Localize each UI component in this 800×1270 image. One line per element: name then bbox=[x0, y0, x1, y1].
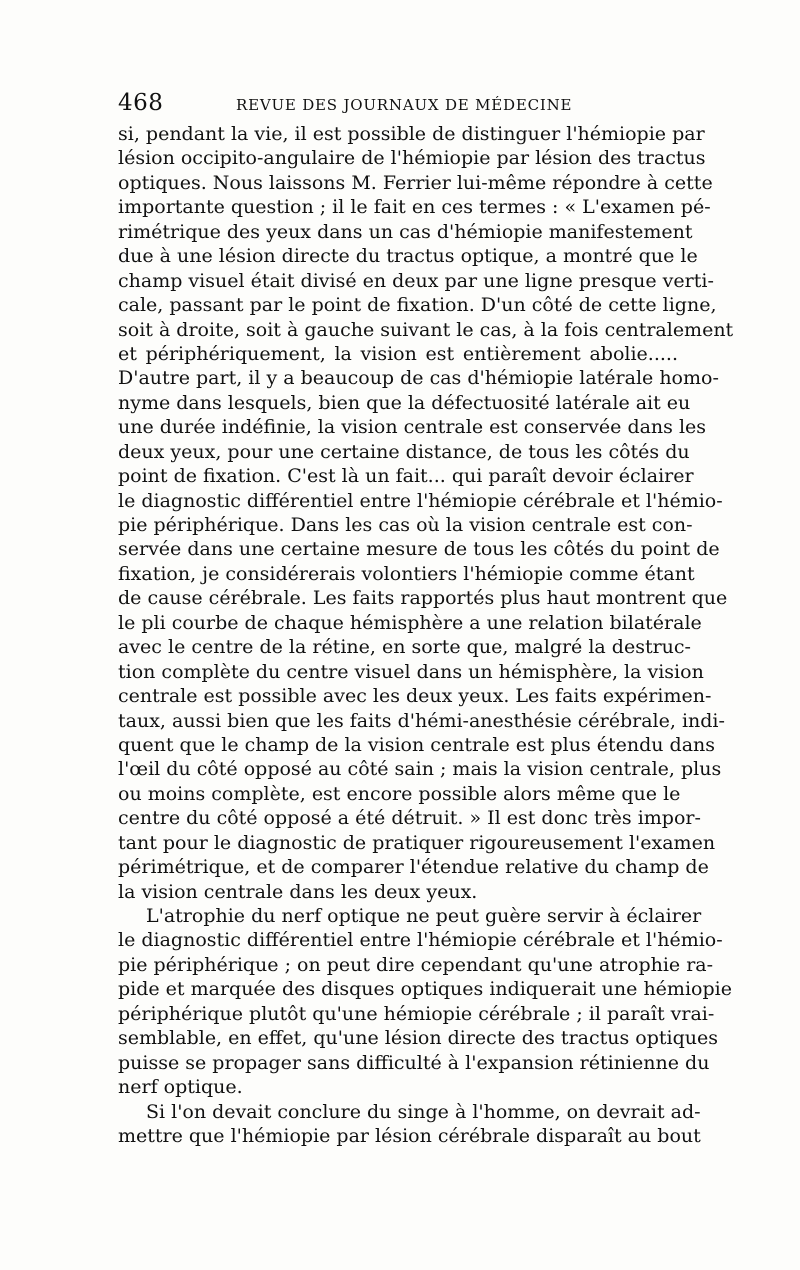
text-line: ou moins complète, est encore possible alors même que le bbox=[118, 782, 681, 805]
text-line: périmétrique, et de comparer l'étendue relative du champ de bbox=[118, 856, 709, 879]
text-line: nyme dans lesquels, bien que la défectuosité latérale ait eu bbox=[118, 391, 691, 414]
text-line: centre du côté opposé a été détruit. » Il est donc très impor- bbox=[118, 807, 701, 830]
text-line: servée dans une certaine mesure de tous les côtés du point de bbox=[118, 538, 720, 561]
text-line: Si l'on devait conclure du singe à l'homme, on devrait ad- bbox=[146, 1100, 701, 1123]
text-line: une durée indéfinie, la vision centrale est conservée dans les bbox=[118, 416, 707, 439]
text-line: L'atrophie du nerf optique ne peut guère servir à éclairer bbox=[146, 905, 702, 927]
text-line: point de fixation. C'est là un fait... qui paraît devoir éclairer bbox=[118, 465, 694, 488]
text-line: champ visuel était divisé en deux par une ligne presque verti- bbox=[118, 269, 714, 292]
text-line: rimétrique des yeux dans un cas d'hémiopie manifestement bbox=[118, 220, 693, 243]
text-line: périphérique plutôt qu'une hémiopie cérébrale ; il paraît vrai- bbox=[118, 1002, 715, 1025]
text-line: la vision centrale dans les deux yeux. bbox=[118, 880, 478, 903]
text-line: si, pendant la vie, il est possible de distinguer l'hémiopie par bbox=[118, 123, 705, 145]
text-line: fixation, je considérerais volontiers l'hémiopie comme étant bbox=[118, 562, 695, 585]
text-line: pide et marquée des disques optiques indiquerait une hémiopie bbox=[118, 978, 732, 1001]
text-line: centrale est possible avec les deux yeux. Les faits expérimen- bbox=[118, 685, 712, 708]
text-line: le pli courbe de chaque hémisphère a une relation bilatérale bbox=[118, 611, 702, 634]
page-number: 468 bbox=[118, 90, 164, 116]
text-line: l'œil du côté opposé au côté sain ; mais la vision centrale, plus bbox=[118, 758, 722, 781]
running-title: REVUE DES JOURNAUX DE MÉDECINE bbox=[236, 96, 573, 114]
text-line: le diagnostic différentiel entre l'hémiopie cérébrale et l'hémio- bbox=[118, 489, 723, 512]
text-line: optiques. Nous laissons M. Ferrier lui-même répondre à cette bbox=[118, 171, 713, 194]
text-line: nerf optique. bbox=[118, 1076, 243, 1099]
text-line: quent que le champ de la vision centrale est plus étendu dans bbox=[118, 733, 716, 756]
text-line: due à une lésion directe du tractus optique, a montré que le bbox=[118, 245, 698, 268]
text-line: D'autre part, il y a beaucoup de cas d'hémiopie latérale homo- bbox=[118, 367, 719, 390]
text-line: puisse se propager sans difficulté à l'expansion rétinienne du bbox=[118, 1051, 710, 1074]
text-line: avec le centre de la rétine, en sorte que, malgré la destruc- bbox=[118, 636, 691, 659]
text-line: soit à droite, soit à gauche suivant le cas, à la fois centralement bbox=[118, 318, 734, 341]
text-line: importante question ; il le fait en ces termes : « L'examen pé- bbox=[118, 196, 711, 219]
text-line: pie périphérique. Dans les cas où la vision centrale est con- bbox=[118, 514, 693, 536]
text-line: de cause cérébrale. Les faits rapportés plus haut montrent que bbox=[118, 587, 728, 610]
text-line: et périphériquement, la vision est entièrement abolie..... bbox=[118, 342, 678, 365]
text-line: mettre que l'hémiopie par lésion cérébrale disparaît au bout bbox=[118, 1124, 701, 1147]
text-line: semblable, en effet, qu'une lésion directe des tractus optiques bbox=[118, 1027, 718, 1050]
text-line: lésion occipito-angulaire de l'hémiopie par lésion des tractus bbox=[118, 147, 706, 170]
text-line: le diagnostic différentiel entre l'hémiopie cérébrale et l'hémio- bbox=[118, 929, 723, 952]
text-line: deux yeux, pour une certaine distance, de tous les côtés du bbox=[118, 440, 690, 463]
text-line: pie périphérique ; on peut dire cependant qu'une atrophie ra- bbox=[118, 953, 714, 976]
text-line: cale, passant par le point de fixation. D'un côté de cette ligne, bbox=[118, 294, 717, 317]
page-header bbox=[118, 88, 678, 118]
text-line: taux, aussi bien que les faits d'hémi-anesthésie cérébrale, indi- bbox=[118, 709, 725, 732]
body-text bbox=[118, 122, 734, 1148]
text-line: tant pour le diagnostic de pratiquer rigoureusement l'examen bbox=[118, 831, 716, 854]
text-line: tion complète du centre visuel dans un hémisphère, la vision bbox=[118, 660, 704, 683]
